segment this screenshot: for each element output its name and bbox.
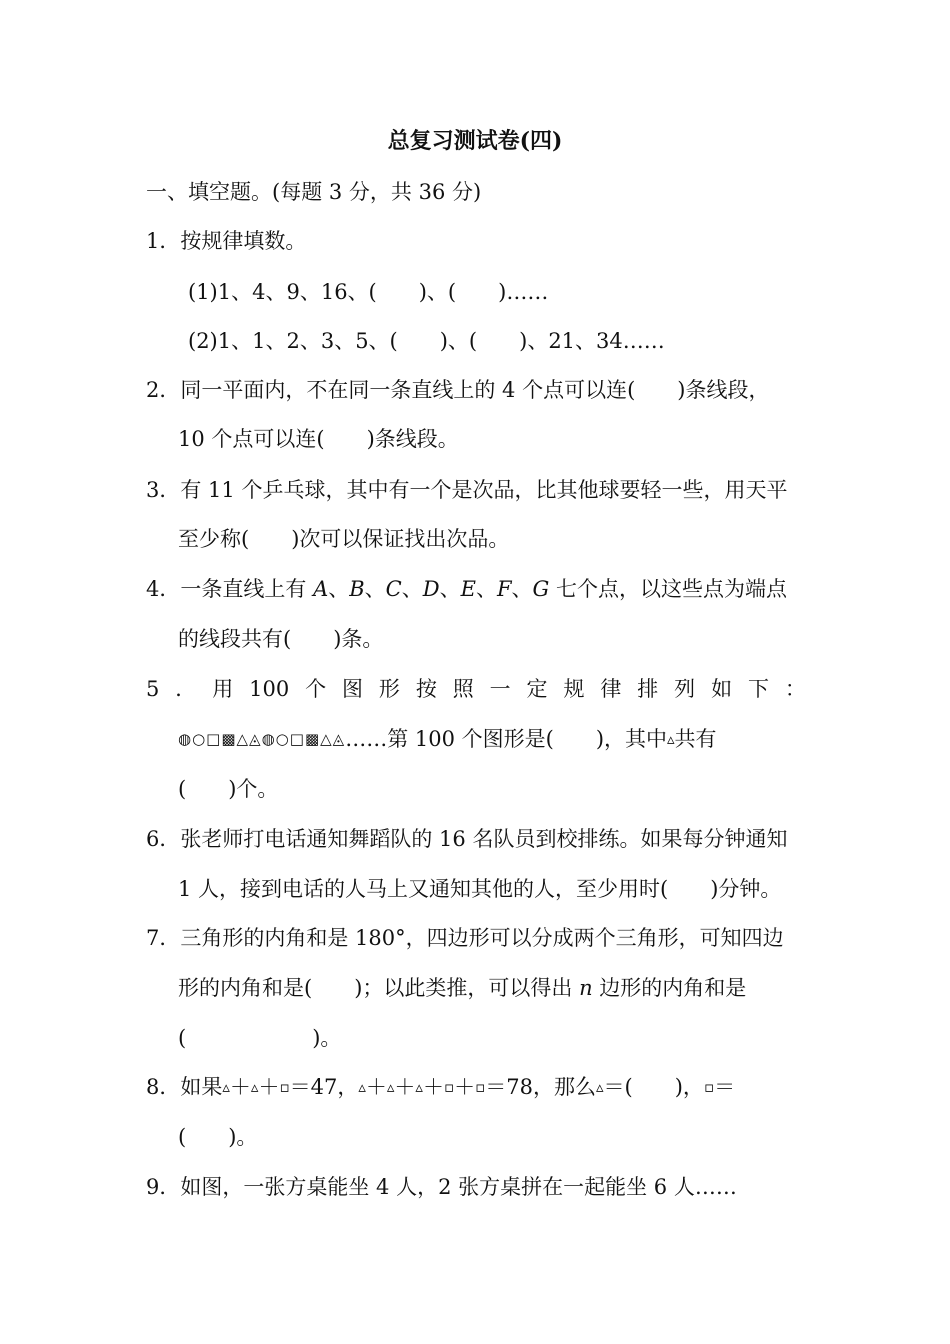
- q5-char: 图: [342, 677, 363, 701]
- question-text: 如图，一张方桌能坐 4 人，2 张方桌拼在一起能坐 6 人……: [180, 1175, 737, 1199]
- question-text: 三角形的内角和是 180°，四边形可以分成两个三角形，可知四边: [180, 926, 784, 950]
- plus-sign: ＋: [229, 1075, 251, 1099]
- question-1-part-1: (1)1、4、9、16、( )、( )……: [188, 280, 549, 304]
- q5-char: 照: [452, 677, 474, 701]
- question-7: [146, 923, 784, 953]
- triangle-icon: ▵: [386, 1078, 395, 1096]
- question-6-continued: 1 人，接到电话的人马上又通知其他的人，至少用时( )分钟。: [178, 877, 782, 901]
- question-1-part-2: (2)1、1、2、3、5、( )、( )、21、34……: [188, 329, 665, 353]
- triangle-icon: ▵: [250, 1078, 259, 1096]
- question-1: [146, 226, 306, 256]
- q5-char: 规: [563, 677, 585, 701]
- q5-char: 如: [711, 677, 733, 701]
- triangle-icon: ▵: [358, 1078, 366, 1096]
- point-label: B: [349, 577, 365, 601]
- question-7-continued: [178, 973, 746, 1003]
- plus-sign: ＋: [422, 1075, 444, 1099]
- question-3-continued: 至少称( )次可以保证找出次品。: [178, 527, 510, 551]
- variable-n: n: [579, 976, 593, 1000]
- separator: 、: [439, 577, 461, 601]
- shape-sequence-icon: ◍○□▩△◬◍○□▩△◬: [178, 730, 346, 748]
- plus-sign: ＋: [454, 1075, 476, 1099]
- point-label: E: [460, 577, 476, 601]
- question-text: 张老师打电话通知舞蹈队的 16 名队员到校排练。如果每分钟通知: [180, 827, 788, 851]
- separator: 、: [511, 577, 533, 601]
- point-label: C: [385, 577, 402, 601]
- point-label: D: [422, 577, 440, 601]
- square-icon: ▫: [443, 1078, 455, 1096]
- section-heading: 一、填空题。(每题 3 分，共 36 分): [146, 180, 482, 204]
- question-3: [146, 475, 787, 505]
- question-5-answer-line: ( )个。: [178, 777, 279, 801]
- q5-char: 排: [637, 677, 659, 701]
- question-text: 同一平面内，不在同一条直线上的 4 个点可以连( )条线段，: [180, 378, 770, 402]
- question-text: 形的内角和是( )；以此类推，可以得出: [178, 976, 580, 1000]
- question-4-continued: 的线段共有( )条。: [178, 627, 384, 651]
- triangle-icon: ▵: [596, 1078, 604, 1096]
- question-5-continued: [178, 724, 717, 754]
- separator: 、: [475, 577, 497, 601]
- q5-char: ：: [784, 677, 806, 701]
- question-2: [146, 375, 769, 405]
- question-number: 9．: [146, 1175, 181, 1199]
- question-number: 4．: [146, 577, 181, 601]
- question-number: 8．: [146, 1075, 181, 1099]
- q5-char: ．: [175, 677, 197, 701]
- question-number: 2．: [146, 378, 181, 402]
- question-number: 1．: [146, 229, 181, 253]
- point-label: G: [532, 577, 550, 601]
- triangle-icon: ▵: [415, 1078, 423, 1096]
- square-icon: ▫: [475, 1078, 486, 1096]
- q5-char: 个: [305, 677, 327, 701]
- question-number: 3．: [146, 478, 181, 502]
- q5-char: 形: [378, 677, 400, 701]
- q5-char: 列: [674, 677, 696, 701]
- point-label: F: [496, 577, 512, 601]
- question-6: [146, 824, 787, 854]
- triangle-icon: ▵: [222, 1078, 230, 1096]
- q5-char: 100: [249, 677, 290, 701]
- question-text: 共有: [674, 727, 717, 751]
- question-5: [146, 674, 806, 704]
- plus-sign: ＋: [365, 1075, 387, 1099]
- question-text: 如果: [180, 1075, 223, 1099]
- q5-char: 下: [747, 677, 769, 701]
- question-text: 按规律填数。: [180, 229, 307, 253]
- question-text: 七个点，以这些点为端点: [549, 577, 787, 601]
- q5-char: 5: [146, 677, 160, 701]
- point-label: A: [313, 577, 329, 601]
- triangle-icon: ▵: [667, 730, 675, 748]
- q5-char: 律: [600, 677, 622, 701]
- question-text: ＝47，: [289, 1075, 359, 1099]
- question-4: [146, 574, 787, 604]
- square-icon: ▫: [279, 1078, 290, 1096]
- question-text: 有 11 个乒乓球，其中有一个是次品，比其他球要轻一些，用天平: [180, 478, 788, 502]
- question-8: [146, 1072, 735, 1102]
- question-number: 7．: [146, 926, 181, 950]
- question-number: 6．: [146, 827, 181, 851]
- square-icon: ▫: [703, 1078, 715, 1096]
- question-text: ＝( )，: [603, 1075, 704, 1099]
- separator: 、: [364, 577, 386, 601]
- q5-char: 按: [415, 677, 437, 701]
- question-2-continued: 10 个点可以连( )条线段。: [178, 427, 459, 451]
- separator: 、: [401, 577, 423, 601]
- plus-sign: ＋: [258, 1075, 280, 1099]
- separator: 、: [328, 577, 350, 601]
- question-7-answer-line: ( )。: [178, 1026, 342, 1050]
- plus-sign: ＋: [394, 1075, 416, 1099]
- q5-char: 用: [212, 677, 234, 701]
- page-title: 总复习测试卷(四): [387, 128, 563, 154]
- question-text: 边形的内角和是: [592, 976, 747, 1000]
- q5-char: 一: [489, 677, 511, 701]
- q5-char: 定: [526, 677, 548, 701]
- question-text: ＝: [714, 1075, 736, 1099]
- question-9: [146, 1172, 737, 1202]
- question-text: 一条直线上有: [180, 577, 314, 601]
- question-text: ……第 100 个图形是( )，其中: [345, 727, 668, 751]
- question-8-answer-line: ( )。: [178, 1125, 258, 1149]
- question-text: ＝78，那么: [485, 1075, 597, 1099]
